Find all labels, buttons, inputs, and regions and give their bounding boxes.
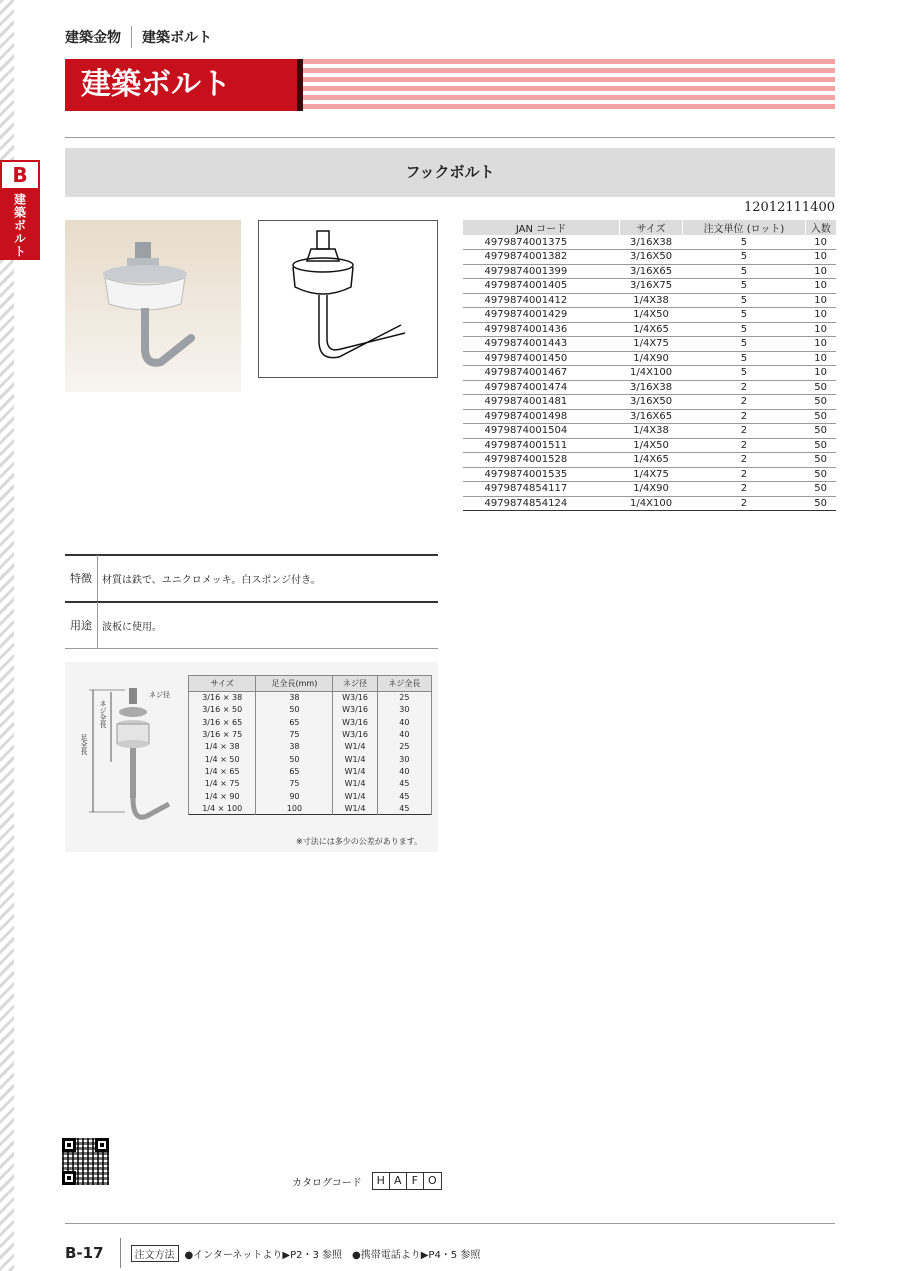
jan-code-table [462,220,836,511]
jan-table-row [463,308,837,323]
dimension-table-row-cell: 40 [377,728,431,740]
features-label: 特徴 [70,572,92,585]
jan-table-row-cell: 2 [683,482,806,497]
catalog-code [292,1172,442,1190]
jan-table-row-cell: 50 [805,482,836,497]
dimension-table-row-cell: 25 [377,692,431,704]
hook-bolt-photo-image [65,220,241,392]
jan-table-row-cell: 2 [683,467,806,482]
dimension-table-row-cell: W3/16 [333,716,377,728]
jan-table-row-cell: 1/4X100 [620,496,683,511]
dim-col-size: サイズ [189,676,256,692]
jan-table-row [463,351,837,366]
usage-text: 波板に使用。 [102,621,162,633]
divider-top [65,137,835,138]
dimension-table-row-cell: 90 [256,790,333,802]
jan-table-row-cell: 2 [683,453,806,468]
jan-table-row-cell: 50 [805,395,836,410]
dim-col-total: 足全長(mm) [256,676,333,692]
dimension-table-row-cell: W1/4 [333,741,377,753]
dimension-table-row-cell: 1/4 × 90 [189,790,256,802]
qr-code[interactable] [62,1138,109,1185]
jan-table-row-cell: 3/16X65 [620,264,683,279]
product-title: フックボルト [65,148,835,197]
jan-table-row-cell: 4979874001511 [463,438,620,453]
jan-table-row-cell: 4979874001382 [463,250,620,265]
title-stripes [303,59,835,111]
jan-table-row-cell: 1/4X38 [620,424,683,439]
jan-table-row-cell: 5 [683,337,806,352]
jan-table-row-cell: 2 [683,380,806,395]
features-divider [97,555,98,601]
jan-table-row-cell: 50 [805,409,836,424]
jan-table-row-cell: 2 [683,395,806,410]
dimension-table-row-cell: 38 [256,692,333,704]
usage-row [65,602,438,648]
jan-table-row-cell: 4979874001504 [463,424,620,439]
jan-table-header [463,220,837,235]
jan-table-row [463,235,837,250]
jan-table-row-cell: 1/4X50 [620,308,683,323]
jan-table-row-cell: 1/4X100 [620,366,683,381]
jan-table-row-cell: 3/16X38 [620,235,683,250]
jan-table-row-cell: 4979874001429 [463,308,620,323]
dimension-table-row-cell: 3/16 × 50 [189,704,256,716]
jan-table-row-cell: 10 [805,264,836,279]
jan-table-row-cell: 4979874001450 [463,351,620,366]
dimension-table-row-cell: W1/4 [333,790,377,802]
dim-col-thread: ネジ全長 [377,676,431,692]
jan-table-row-cell: 4979874001375 [463,235,620,250]
dimension-table-row-cell: 3/16 × 38 [189,692,256,704]
hook-bolt-drawing [259,221,437,377]
jan-table-row-cell: 10 [805,337,836,352]
catalog-letter: A [390,1173,407,1189]
jan-table-row-cell: 1/4X90 [620,351,683,366]
jan-table-row-cell: 4979874001436 [463,322,620,337]
dimension-table-row-cell: W1/4 [333,802,377,814]
divider-bottom [65,1223,835,1224]
dimension-table-row-cell: 65 [256,765,333,777]
dimension-table-row [189,704,432,716]
jan-table-row-cell: 1/4X75 [620,337,683,352]
dimension-table-row-cell: 50 [256,704,333,716]
jan-table-row-cell: 10 [805,235,836,250]
jan-table-row-cell: 3/16X50 [620,395,683,410]
page-title: 建築ボルト [65,59,297,111]
side-tab-label: 建築ボルト [12,192,27,258]
usage-rule-bottom [65,648,438,649]
jan-table-row-cell: 10 [805,279,836,294]
product-line-drawing [258,220,438,378]
dimension-table-row-cell: 75 [256,728,333,740]
dimension-table-row-cell: 3/16 × 65 [189,716,256,728]
dimension-table-row-cell: W3/16 [333,704,377,716]
jan-table-row-cell: 1/4X38 [620,293,683,308]
side-tab-letter: B [0,160,40,190]
dimension-table-row [189,692,432,704]
jan-table-row [463,482,837,497]
dimension-table-row [189,716,432,728]
jan-table-row [463,467,837,482]
breadcrumb-divider [131,26,132,48]
dimension-table-row-cell: 1/4 × 38 [189,741,256,753]
jan-table-row-cell: 4979874001474 [463,380,620,395]
dimension-table-header [189,676,432,692]
jan-table-row [463,380,837,395]
jan-table-row [463,264,837,279]
jan-table-row-cell: 3/16X65 [620,409,683,424]
jan-table-row-cell: 50 [805,453,836,468]
jan-table-row [463,496,837,511]
jan-table-row-cell: 4979874001467 [463,366,620,381]
jan-table-row-cell: 4979874854124 [463,496,620,511]
jan-table-row-cell: 50 [805,438,836,453]
dimension-table-row [189,778,432,790]
jan-table-row-cell: 10 [805,308,836,323]
dim-col-diameter: ネジ径 [333,676,377,692]
catalog-letter: H [373,1173,390,1189]
page-title-bar [65,59,835,111]
label-total-length: 足全長 [80,734,88,755]
footer-divider [120,1238,121,1268]
jan-table-row-cell: 10 [805,250,836,265]
catalog-code-boxes [372,1172,442,1190]
dimension-table-row-cell: 50 [256,753,333,765]
dimension-table-row [189,753,432,765]
dimension-table-row-cell: 45 [377,790,431,802]
jan-table-row-cell: 50 [805,424,836,439]
jan-table-row-cell: 1/4X50 [620,438,683,453]
jan-table-row [463,453,837,468]
jan-table-row-cell: 5 [683,293,806,308]
jan-table-row-cell: 4979874001535 [463,467,620,482]
catalog-code-label: カタログコード [292,1177,362,1189]
dimension-table-row-cell: 3/16 × 75 [189,728,256,740]
jan-table-row-cell: 50 [805,380,836,395]
jan-table-row-cell: 4979874854117 [463,482,620,497]
dimension-table-row [189,741,432,753]
dimension-table-row-cell: 1/4 × 100 [189,802,256,814]
jan-table-row-cell: 5 [683,322,806,337]
qr-finder [62,1171,76,1185]
dimension-table-row [189,765,432,777]
dimension-table-row-cell: 65 [256,716,333,728]
jan-table-row-cell: 4979874001528 [463,453,620,468]
jan-table-row-cell: 5 [683,235,806,250]
jan-table-row-cell: 5 [683,264,806,279]
jan-table-row-cell: 5 [683,351,806,366]
features-text: 材質は鉄で、ユニクロメッキ。白スポンジ付き。 [102,574,321,586]
dimension-table-row-cell: 45 [377,778,431,790]
qr-finder [95,1138,109,1152]
section-side-tab[interactable] [0,160,40,260]
jan-table-row-cell: 2 [683,438,806,453]
jan-table-row-cell: 1/4X75 [620,467,683,482]
label-thread-length: ネジ全長 [99,700,107,728]
breadcrumb-section[interactable]: 建築ボルト [142,30,212,46]
col-qty: 入数 [805,220,836,235]
jan-table-row [463,424,837,439]
dimension-table-row-cell: 30 [377,704,431,716]
dimension-table-row-cell: W3/16 [333,692,377,704]
dimension-table-row-cell: 1/4 × 75 [189,778,256,790]
usage-divider [97,602,98,648]
dimension-table-row [189,802,432,814]
dimension-table-row-cell: 30 [377,753,431,765]
product-code: 12012111400 [744,200,835,215]
jan-table-row-cell: 4979874001399 [463,264,620,279]
jan-table-row-cell: 10 [805,366,836,381]
label-thread-diameter: ネジ径 [149,691,170,699]
jan-table-row [463,337,837,352]
jan-table-row-cell: 50 [805,496,836,511]
jan-table-row-cell: 1/4X65 [620,453,683,468]
jan-table-row [463,395,837,410]
catalog-letter: O [427,1174,437,1187]
jan-table-row-cell: 1/4X90 [620,482,683,497]
jan-table-row-cell: 3/16X38 [620,380,683,395]
dimension-table-row [189,790,432,802]
catalog-letter: F [407,1173,424,1189]
jan-table-row-cell: 10 [805,293,836,308]
features-row [65,555,438,601]
jan-table-row-cell: 4979874001481 [463,395,620,410]
dimension-table-row-cell: W3/16 [333,728,377,740]
jan-table-row-cell: 2 [683,409,806,424]
jan-table-row-cell: 5 [683,250,806,265]
jan-table-row-cell: 4979874001443 [463,337,620,352]
jan-table-row-cell: 5 [683,308,806,323]
jan-table-row-cell: 50 [805,467,836,482]
jan-table-row-cell: 10 [805,322,836,337]
order-method-text[interactable]: ●インターネットより▶P2・3 参照 ●携帯電話より▶P4・5 参照 [184,1249,481,1261]
usage-label: 用途 [70,619,92,632]
product-photo [65,220,241,392]
jan-table-row-cell: 2 [683,424,806,439]
jan-table-row-cell: 10 [805,351,836,366]
page-number: B-17 [65,1244,104,1262]
jan-table-row [463,279,837,294]
dimension-table-row [189,728,432,740]
footer [65,1238,480,1268]
jan-table-row-cell: 5 [683,366,806,381]
jan-table-row-cell: 4979874001405 [463,279,620,294]
jan-table-row [463,293,837,308]
dimension-table-row-cell: 75 [256,778,333,790]
breadcrumb [65,26,212,48]
col-jan: JAN コード [463,220,620,235]
dimension-table-row-cell: 100 [256,802,333,814]
jan-table-row-cell: 3/16X50 [620,250,683,265]
qr-finder [62,1138,76,1152]
dimension-table-row-cell: W1/4 [333,778,377,790]
breadcrumb-category[interactable]: 建築金物 [65,30,121,46]
col-size: サイズ [620,220,683,235]
dimension-note: ※寸法には多少の公差があります。 [296,837,423,846]
dimension-table-row-cell: W1/4 [333,765,377,777]
jan-table-row-cell: 3/16X75 [620,279,683,294]
dimension-table-row-cell: 25 [377,741,431,753]
dimension-table-row-cell: W1/4 [333,753,377,765]
order-method-label: 注文方法 [131,1245,179,1262]
jan-table-row-cell: 4979874001498 [463,409,620,424]
dimension-table-row-cell: 38 [256,741,333,753]
dimension-table-row-cell: 45 [377,802,431,814]
jan-table-row [463,322,837,337]
jan-table-row-cell: 5 [683,279,806,294]
jan-table-row [463,409,837,424]
jan-table-row-cell: 1/4X65 [620,322,683,337]
jan-table-row [463,366,837,381]
col-lot: 注文単位 (ロット) [683,220,806,235]
dimension-table [188,675,432,815]
dimension-table-row-cell: 1/4 × 50 [189,753,256,765]
jan-table-row-cell: 4979874001412 [463,293,620,308]
jan-table-row [463,250,837,265]
jan-table-row [463,438,837,453]
dimension-table-row-cell: 40 [377,716,431,728]
dimension-table-row-cell: 1/4 × 65 [189,765,256,777]
dimension-table-row-cell: 40 [377,765,431,777]
jan-table-row-cell: 2 [683,496,806,511]
